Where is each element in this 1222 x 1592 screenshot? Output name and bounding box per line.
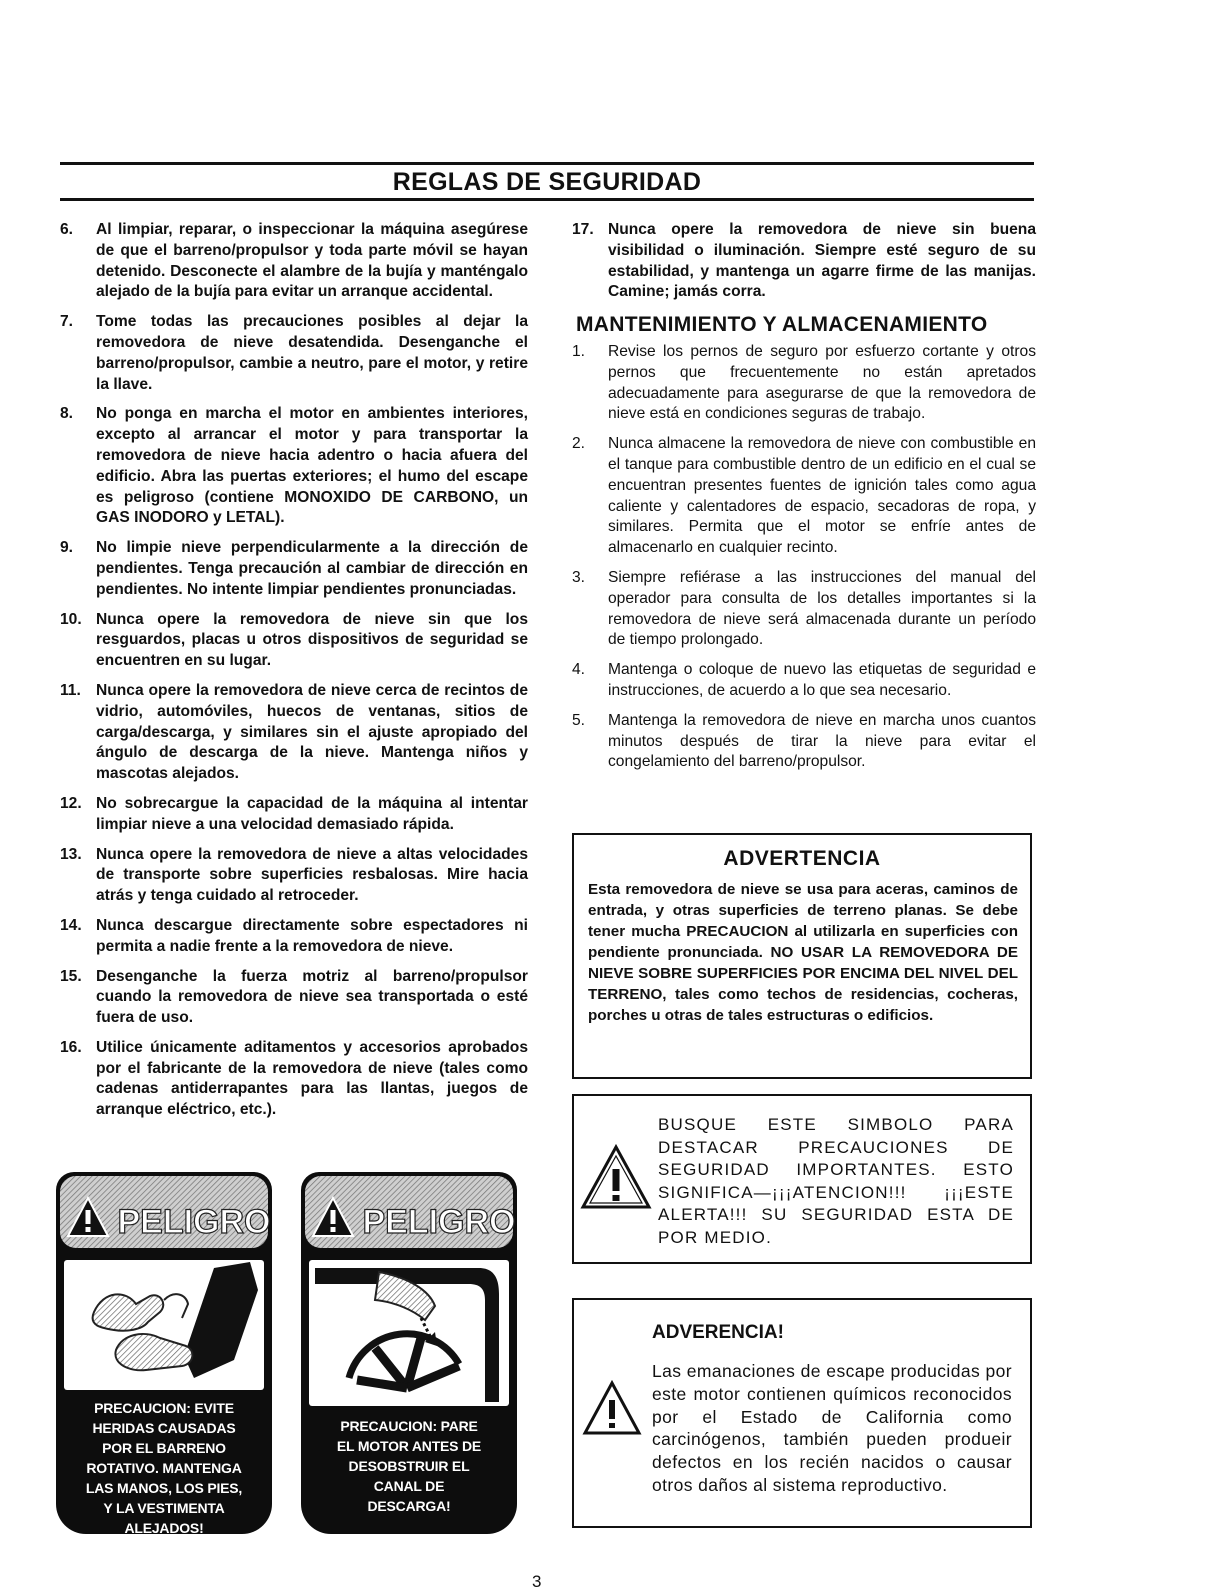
decal-caption-line: PRECAUCION: EVITE [94,1400,234,1416]
decal-caption-line: POR EL BARRENO [102,1440,226,1456]
page-title: REGLAS DE SEGURIDAD [392,168,702,196]
item-number: 13. [60,845,82,863]
top-rule [60,162,1034,165]
decal-header [301,1172,517,1252]
item-number: 17. [572,221,594,238]
item-text: Tome todas las precauciones posibles al dejar la removedora de nieve desatendida. Desenganche el barreno/propulsor, cambie a neutro, pare el motor, y retire la llave. [96,313,528,393]
rule-item-13 [60,845,528,907]
decal-caption-line: ROTATIVO. MANTENGA [86,1460,242,1476]
rule-item-6 [60,220,528,303]
maintenance-item-3 [572,568,1036,651]
safety-symbol-text: BUSQUE ESTE SIMBOLO PARA DESTACAR PRECAUCIONES DE SEGURIDAD IMPORTANTES. ESTO SIGNIFICA—¡¡¡ATENCION!!! ¡¡¡ESTE ALERTA!!! SU SEGURIDAD ESTA DE POR MEDIO. [658,1115,1014,1247]
item-number: 7. [60,313,74,331]
rule-item-15 [60,967,528,1029]
maintenance-list [572,342,1036,773]
decal-caption-line: ALEJADOS! [124,1520,204,1536]
decal-chute-illustration [309,1260,509,1406]
item-number: 8. [60,405,74,423]
item-number: 5. [572,711,586,729]
left-column [60,220,528,1130]
item-text: Nunca opere la removedora de nieve a altas velocidades de transporte sobre superficies resbalosas. Mire hacia atrás y tenga cuidado al retroceder. [96,845,528,905]
maintenance-heading: MANTENIMIENTO Y ALMACENAMIENTO [576,313,988,337]
page-number: 3 [532,1572,542,1591]
danger-decal-auger [56,1172,272,1534]
item-number: 16. [60,1038,82,1056]
item-number: 11. [60,681,81,699]
rule-item-14 [60,916,528,958]
item-number: 15. [60,967,82,985]
item-text: Al limpiar, reparar, o inspeccionar la máquina asegúrese de que el barreno/propulsor y toda parte móvil se hayan detenido. Desconecte el alambre de la bujía y manténgalo alejado de la bujía para evitar un arranque accidental. [96,221,528,301]
item-number: 9. [60,539,74,557]
item-number: 2. [572,435,586,453]
item-text: Revise los pernos de seguro por esfuerzo cortante y otros pernos que frecuentemente no están apretados adecuadamente para asegurarse de que la removedora de nieve está en condiciones seguras de trabajo. [608,342,1036,423]
item-number: 14. [60,916,82,934]
item-text: No limpie nieve perpendicularmente a la dirección de pendientes. Tenga precaución al cambiar de dirección en pendientes. No intente limpiar pendientes pronunciadas. [96,539,528,598]
warning-triangle-icon [580,1144,652,1210]
rule-item-7 [60,312,528,395]
hand-discharge-chute-icon [309,1260,509,1406]
item-number: 10. [60,610,82,628]
title-underline [60,198,1034,201]
item-text: Mantenga o coloque de nuevo las etiquetas de seguridad e instrucciones, de acuerdo a lo que sea necesario. [608,661,1036,699]
decal-caption-line: DESCARGA! [367,1498,451,1514]
item-text: Nunca descargue directamente sobre espectadores ni permita a nadie frente a la removedora de nieve. [96,916,528,955]
california-warning-text: Las emanaciones de escape producidas por este motor contienen químicos reconocidos por el Estado de California como carcinógenos, también pueden produeir defectos en los recién nacidos o causar otros daños al sistema reproductivo. [652,1361,1012,1495]
decal-header-text: PELIGRO [362,1203,516,1241]
rule-item-8 [60,404,528,529]
decal-header-text: PELIGRO [117,1203,271,1241]
california-warning-box [572,1298,1032,1528]
item-text: Mantenga la removedora de nieve en marcha unos cuantos minutos después de tirar la nieve para evitar el congelamiento del barreno/propulsor. [608,711,1036,771]
rule-item-9 [60,538,528,600]
right-column [572,220,1036,782]
maintenance-item-5 [572,711,1036,773]
safety-symbol-box [572,1094,1032,1264]
decal-caption-line: HERIDAS CAUSADAS [92,1420,236,1436]
maintenance-item-4 [572,660,1036,702]
rule-item-16 [60,1038,528,1121]
item-text: Siempre refiérase a las instrucciones del manual del operador para consulta de los detalles importantes si la removedora de nieve será almacenada durante un período de tiempo prolongado. [608,568,1036,649]
rule-item-12 [60,794,528,836]
item-text: Utilice únicamente aditamentos y accesorios aprobados por el fabricante de la removedora de nieve (tales como cadenas antiderrapantes para las llantas, juegos de arranque eléctrico, etc.). [96,1038,528,1119]
decal-auger-illustration [64,1260,264,1390]
item-text: Desenganche la fuerza motriz al barreno/propulsor cuando la removedora de nieve sea transportada o esté fuera de uso. [96,967,528,1027]
item-text: Nunca opere la removedora de nieve cerca de recintos de vidrio, automóviles, huecos de ventanas, sitios de carga/descarga, y similares sin el ajuste apropiado del ángulo de descarga de la nieve. Mantenga niños y mascotas alejados. [96,681,528,783]
item-text: Nunca opere la removedora de nieve sin que los resguardos, placas u otros dispositivos de seguridad se encuentren en su lugar. [96,610,528,670]
danger-decal-chute [301,1172,517,1534]
maintenance-item-1 [572,342,1036,425]
decal-caption [307,1416,511,1516]
item-number: 1. [572,342,586,360]
decal-caption-line: Y LA VESTIMENTA [103,1500,225,1516]
rule-item-10 [60,610,528,672]
decal-caption-line: PRECAUCION: PARE [340,1418,478,1434]
decal-caption-line: DESOBSTRUIR EL [348,1458,470,1474]
maintenance-item-2 [572,434,1036,559]
hand-foot-auger-icon [64,1260,264,1390]
decal-caption-line: CANAL DE [373,1478,445,1494]
item-number: 4. [572,661,586,679]
advertencia-text: Esta removedora de nieve se usa para aceras, caminos de entrada, y otras superficies de terreno planas. Se debe tener mucha PRECAUCION al utilizarla en superficies con pendiente pronunciada. NO USAR LA REMOVEDORA DE NIEVE SOBRE SUPERFICIES POR ENCIMA DEL NIVEL DEL TERRENO, tales como techos de residencias, cocheras, porches u otras de tales estructuras o edificios. [588,881,1018,1024]
decal-caption-line: LAS MANOS, LOS PIES, [85,1480,243,1496]
california-warning-title: ADVERENCIA! [652,1322,784,1343]
rule-item-11 [60,681,528,785]
item-text: Nunca almacene la removedora de nieve con combustible en el tanque para combustible dentro de un edificio en el cual se encuentran presentes fuentes de ignición tales como agua caliente y calentadores de espacio, secadoras de ropa, y similares. Permita que el motor se enfríe antes de almacenarlo en cualquier recinto. [608,435,1036,557]
item-number: 12. [60,794,82,812]
item-text: No sobrecargue la capacidad de la máquina al intentar limpiar nieve a una velocidad demasiado rápida. [96,794,528,833]
advertencia-box [572,833,1032,1079]
item-number: 3. [572,568,586,586]
item-text: No ponga en marcha el motor en ambientes interiores, excepto al arrancar el motor y para transportar la removedora de nieve hacia adentro o hacia afuera del edificio. Abra las puertas exteriores; el humo del escape es peligroso (contiene MONOXIDO DE CARBONO, un GAS INODORO y LETAL). [96,405,528,527]
decal-caption-line: EL MOTOR ANTES DE [336,1438,482,1454]
item-text: Nunca opere la removedora de nieve sin buena visibilidad o iluminación. Siempre esté seguro de su estabilidad, y mantenga un agarre firme de las manijas. Camine; jamás corra. [608,221,1036,301]
decal-caption [62,1398,266,1538]
advertencia-title: ADVERTENCIA [723,847,881,870]
decal-header [56,1172,272,1252]
item-number: 6. [60,221,74,238]
rule-item-17 [572,220,1036,303]
warning-triangle-icon [582,1380,642,1436]
